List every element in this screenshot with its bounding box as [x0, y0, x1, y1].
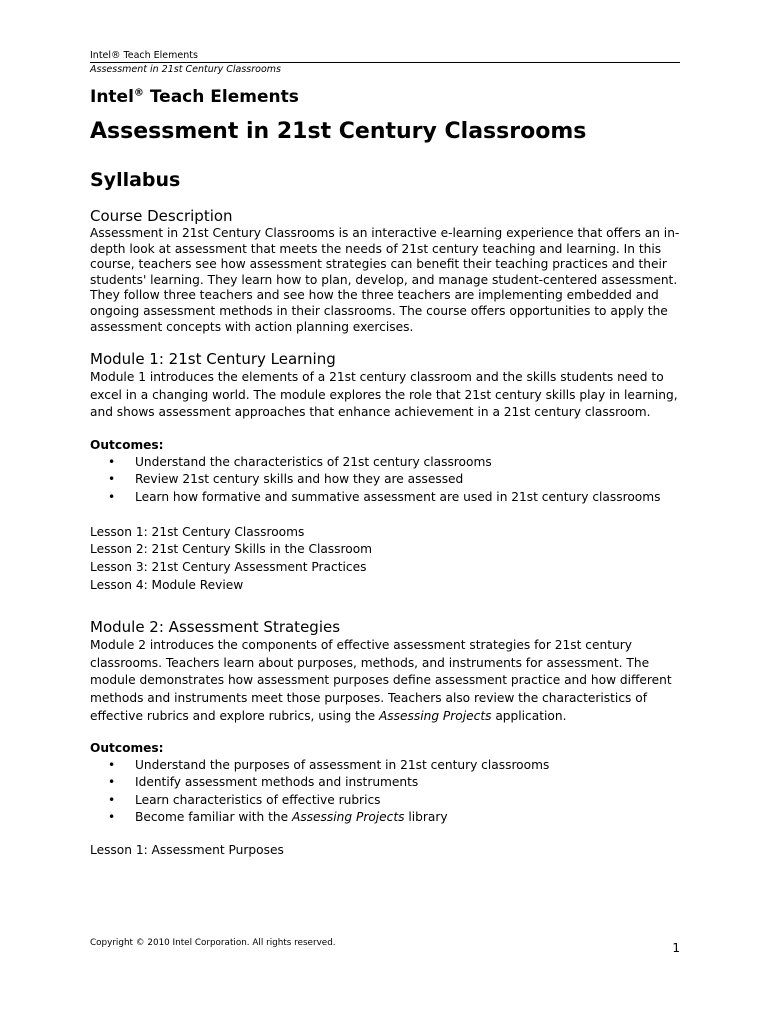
page-footer	[90, 937, 680, 955]
module-1-outcomes-list	[90, 454, 690, 506]
document-body	[90, 84, 690, 860]
module-2-lessons-list	[90, 842, 690, 860]
module-2-text-start: Module 2 introduces the components of effective assessment strategies for 21st century classrooms. Teachers learn about purposes, methods, and instruments for assessment. The module demonstrates how assessment purposes define assessment practice and how different methods and instruments meet those purposes. Teachers also review the characteristics of effective rubrics and explore rubrics, using the	[90, 638, 672, 723]
header-course-title: Assessment in 21st Century Classrooms	[90, 64, 281, 75]
list-item	[108, 774, 690, 791]
module-2-text-end: application.	[491, 708, 567, 723]
list-item	[108, 757, 690, 774]
list-item	[108, 471, 690, 488]
list-item	[108, 809, 690, 826]
course-description-text: Assessment in 21st Century Classrooms is an interactive e-learning experience that offers an in-depth look at assessment that meets the needs of 21st century teaching and learning. In this course, teachers see how assessment strategies can benefit their teaching practices and their students' learning. They learn how to plan, develop, and manage student-centered assessment. They follow three teachers and see how the three teachers are implementing embedded and ongoing assessment methods in their classrooms. The course offers opportunities to apply the assessment concepts with action planning exercises.	[90, 226, 680, 334]
outcome-text: Become familiar with the	[135, 810, 293, 825]
bullet-icon: •	[108, 454, 116, 469]
copyright-notice: Copyright © 2010 Intel Corporation. All rights reserved.	[90, 938, 336, 948]
list-item: Lesson 1: Assessment Purposes	[90, 843, 284, 858]
brand-rest: Teach Elements	[143, 87, 299, 107]
list-item	[108, 489, 690, 506]
module-2-outcomes-list	[90, 757, 690, 826]
bullet-icon: •	[108, 775, 116, 790]
module-2-text	[90, 637, 690, 725]
bullet-icon: •	[108, 489, 116, 504]
brand-name: Intel	[90, 87, 134, 107]
outcome-text-italic: Assessing Projects	[292, 810, 405, 825]
header-brand: Intel® Teach Elements	[90, 49, 680, 63]
course-description-heading: Course Description	[90, 207, 233, 225]
module-2-heading: Module 2: Assessment Strategies	[90, 618, 341, 637]
module-2-outcomes-label: Outcomes:	[90, 741, 164, 756]
outcome-text: Understand the characteristics of 21st century classrooms	[135, 454, 492, 469]
page-number: 1	[672, 941, 680, 955]
outcome-text: Learn characteristics of effective rubrics	[135, 792, 381, 807]
bullet-icon: •	[108, 472, 116, 487]
course-description-section	[90, 206, 690, 335]
outcome-text-end: library	[404, 810, 448, 825]
syllabus-heading: Syllabus	[90, 169, 181, 191]
module-1-text: Module 1 introduces the elements of a 21st century classroom and the skills students need to excel in a changing world. The module explores the role that 21st century skills play in learning, and shows assessment approaches that enhance achievement in a 21st century classroom.	[90, 370, 678, 420]
list-item: Lesson 2: 21st Century Skills in the Classroom	[90, 542, 373, 557]
outcome-text: Review 21st century skills and how they are assessed	[135, 472, 464, 487]
bullet-icon: •	[108, 758, 116, 773]
list-item	[108, 792, 690, 809]
module-1-section	[90, 349, 690, 594]
module-2-section	[90, 617, 690, 860]
module-1-lessons-list	[90, 524, 690, 594]
outcome-text: Understand the purposes of assessment in 21st century classrooms	[135, 758, 550, 773]
list-item	[108, 454, 690, 471]
list-item: Lesson 1: 21st Century Classrooms	[90, 524, 305, 539]
bullet-icon: •	[108, 810, 116, 825]
module-1-heading: Module 1: 21st Century Learning	[90, 350, 336, 369]
bullet-icon: •	[108, 792, 116, 807]
page-title: Assessment in 21st Century Classrooms	[90, 119, 587, 144]
registered-mark: ®	[133, 87, 144, 99]
module-1-outcomes-label: Outcomes:	[90, 437, 164, 452]
list-item: Lesson 4: Module Review	[90, 577, 244, 592]
brand-heading	[90, 84, 690, 110]
outcome-text: Learn how formative and summative assessment are used in 21st century classrooms	[135, 489, 661, 504]
running-header	[90, 49, 680, 76]
module-2-text-italic: Assessing Projects	[378, 708, 492, 723]
outcome-text: Identify assessment methods and instruments	[135, 775, 419, 790]
list-item: Lesson 3: 21st Century Assessment Practices	[90, 560, 367, 575]
